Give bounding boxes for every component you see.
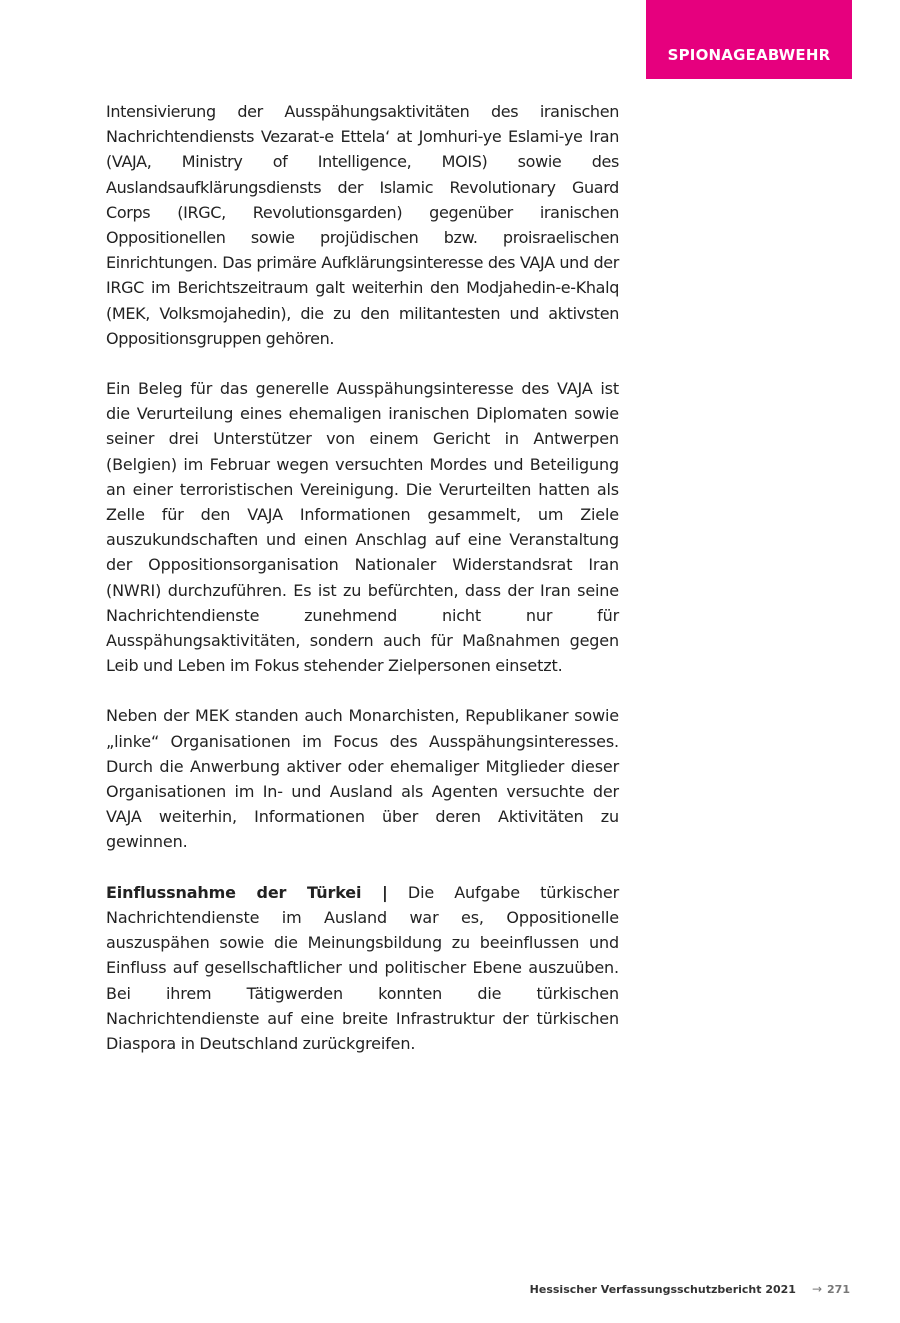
paragraph-tuerkei-text: Die Aufgabe türkischer Nachrichtendienste im Ausland war es, Oppositionelle auszuspähen sowie die Meinungsbildung zu beeinflussen und Einfluss auf gesellschaftlicher und politischer Ebene auszuüben. Bei ihrem Tätigwerden konnten die türkischen Nachrichtendienste auf eine breite Infrastruktur der türkischen Diaspora in Deutschland zurückgreifen. <box>106 882 619 1053</box>
arrow-right-icon: → <box>811 1282 823 1296</box>
paragraph-vaja-antwerpen: Ein Beleg für das generelle Ausspähungsinteresse des VAJA ist die Verurteilung eines ehemaligen iranischen Diplomaten sowie seiner drei Unterstützer von einem Gericht in Antwerpen (Belgien) im Februar wegen versuchten Mordes und Beteiligung an einer terroristischen Vereinigung. Die Verurteilten hatten als Zelle für den VAJA Informationen gesammelt, um Ziele auszukundschaften und einen Anschlag auf eine Veranstaltung der Oppositionsorganisation Nationaler Widerstandsrat Iran (NWRI) durchzuführen. Es ist zu befürchten, dass der Iran seine Nachrichtendienste zunehmend nicht nur für Ausspähungsaktivitäten, sondern auch für Maßnahmen gegen Leib und Leben im Fokus stehender Zielpersonen einsetzt. <box>106 379 619 676</box>
page-number: 271 <box>827 1282 850 1296</box>
section-tab <box>646 0 852 79</box>
page-footer <box>530 1280 850 1298</box>
section-label: SPIONAGEABWEHR <box>667 46 831 64</box>
main-text <box>106 99 619 1081</box>
paragraph-lead-heading: Einflussnahme der Türkei | <box>106 882 388 902</box>
publication-title: Hessischer Verfassungsschutzbericht 2021 <box>529 1282 796 1296</box>
paragraph-tuerkei <box>106 880 619 1056</box>
paragraph-iran-intro: Intensivierung der Ausspähungsaktivitäten des iranischen Nachrichtendiensts Vezarat-e Ettela‘ at Jomhuri-ye Eslami-ye Iran (VAJA, Ministry of Intelligence, MOIS) sowie des Auslandsaufklärungsdiensts der Islamic Revolutionary Guard Corps (IRGC, Revolutionsgarden) gegenüber iranischen Oppositionellen sowie projüdischen bzw. proisraelischen Einrichtungen. Das primäre Aufklärungsinteresse des VAJA und der IRGC im Berichtszeitraum galt weiterhin den Modjahedin-e-Khalq (MEK, Volksmojahedin), die zu den militantesten und aktivsten Oppositionsgruppen gehören. <box>106 102 619 348</box>
paragraph-mek-monarchisten: Neben der MEK standen auch Monarchisten, Republikaner sowie „linke“ Organisationen im Focus des Ausspähungsinteresses. Durch die Anwerbung aktiver oder ehemaliger Mitglieder dieser Organisationen im In- und Ausland als Agenten versuchte der VAJA weiterhin, Informationen über deren Aktivitäten zu gewinnen. <box>106 706 619 852</box>
